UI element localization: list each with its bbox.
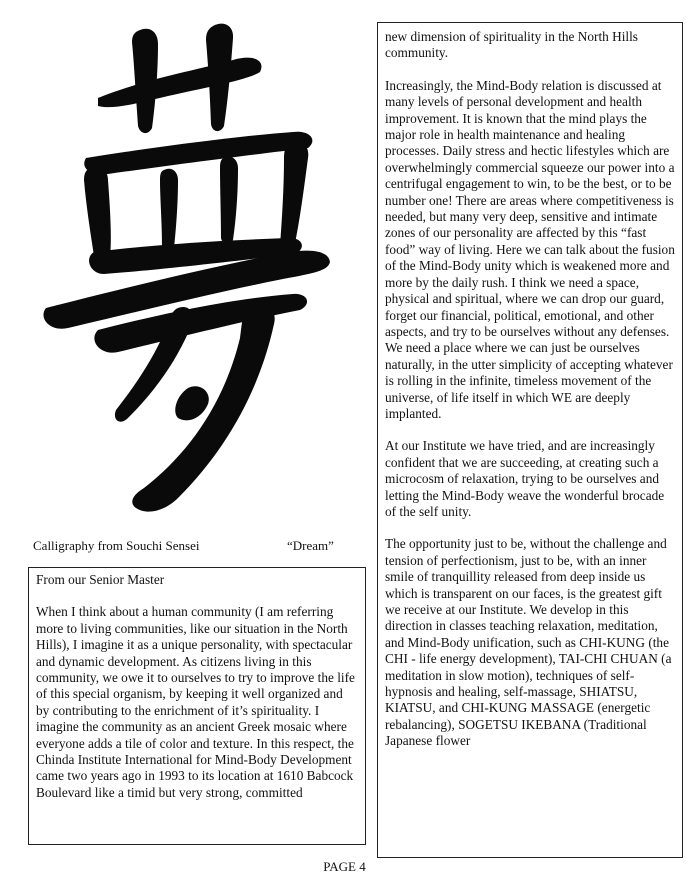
- column-paragraph: new dimension of spirituality in the North Hills community.: [385, 29, 638, 61]
- column-paragraph: At our Institute we have tried, and are increasingly confident that we are succeeding, at creating such a microcosm of relaxation, trying to be ourselves and letting the Mind-Body weave the wonderful brocade of the self unity.: [385, 438, 665, 519]
- calligraphy-caption: Calligraphy from Souchi Sensei: [33, 538, 200, 553]
- page-number: PAGE 4: [323, 859, 366, 874]
- senior-master-box: [28, 567, 366, 845]
- column-paragraph: Increasingly, the Mind-Body relation is discussed at many levels of personal development and health improvement. It is known that the mind plays the major role in health maintenance and healing processes. Daily stress and hectic lifestyles which are overwhelmingly commercial squeeze our power into a centrifugal engagement to win, to be the best, or to be number one! There are areas where competitiveness is needed, but many very deep, sensitive and intimate zones of our personality are affected by this “fast food” way of living. Here we can talk about the fusion of the Mind-Body unity which is weakened more and more by the daily rush. I think we need a space, physical and spiritual, where we can drop our guard, forget our financial, political, emotional, and other aspects, and try to be ourselves without any defenses. We need a place where we can just be ourselves naturally, in the utter simplicity of accepting whatever is rolling in the infinite, timeless movement of the universe, of life itself in which WE are deeply implanted.: [385, 77, 675, 421]
- column-paragraph: The opportunity just to be, without the challenge and tension of perfectionism, just to be, with an inner smile of tranquillity released from deep inside us which is transparent on our faces, is the greatest gift we receive at our Institute. We develop in this direction in classes teaching relaxation, meditation, and Mind-Body unification, such as CHI-KUNG (the CHI - life energy development), TAI-CHI CHUAN (a meditation in slow motion), techniques of self-hypnosis and healing, self-massage, SHIATSU, KIATSU, and CHI-KUNG MASSAGE (energetic rebalancing), SOGETSU IKEBANA (Traditional Japanese flower: [385, 536, 672, 749]
- continuation-column: [377, 22, 683, 858]
- senior-master-heading: From our Senior Master: [36, 572, 165, 587]
- senior-master-paragraph: When I think about a human community (I am referring more to living communities, like our situation in the North Hills), I imagine it as a unique personality, with spectacular and dynamic development. As citizens living in this community, we owe it to ourselves to try to improve the life of this special organism, by keeping it well organized and by contributing to the enrichment of it’s spirituality. I imagine the community as an ancient Greek mosaic where everyone adds a tile of color and texture. In this respect, the Chinda Institute International for Mind-Body Development came two years ago in 1993 to its location at 1610 Babcock Boulevard like a timid but very strong, committed: [36, 604, 355, 800]
- dream-kanji-calligraphy: [28, 8, 348, 528]
- calligraphy-title: “Dream”: [287, 538, 334, 553]
